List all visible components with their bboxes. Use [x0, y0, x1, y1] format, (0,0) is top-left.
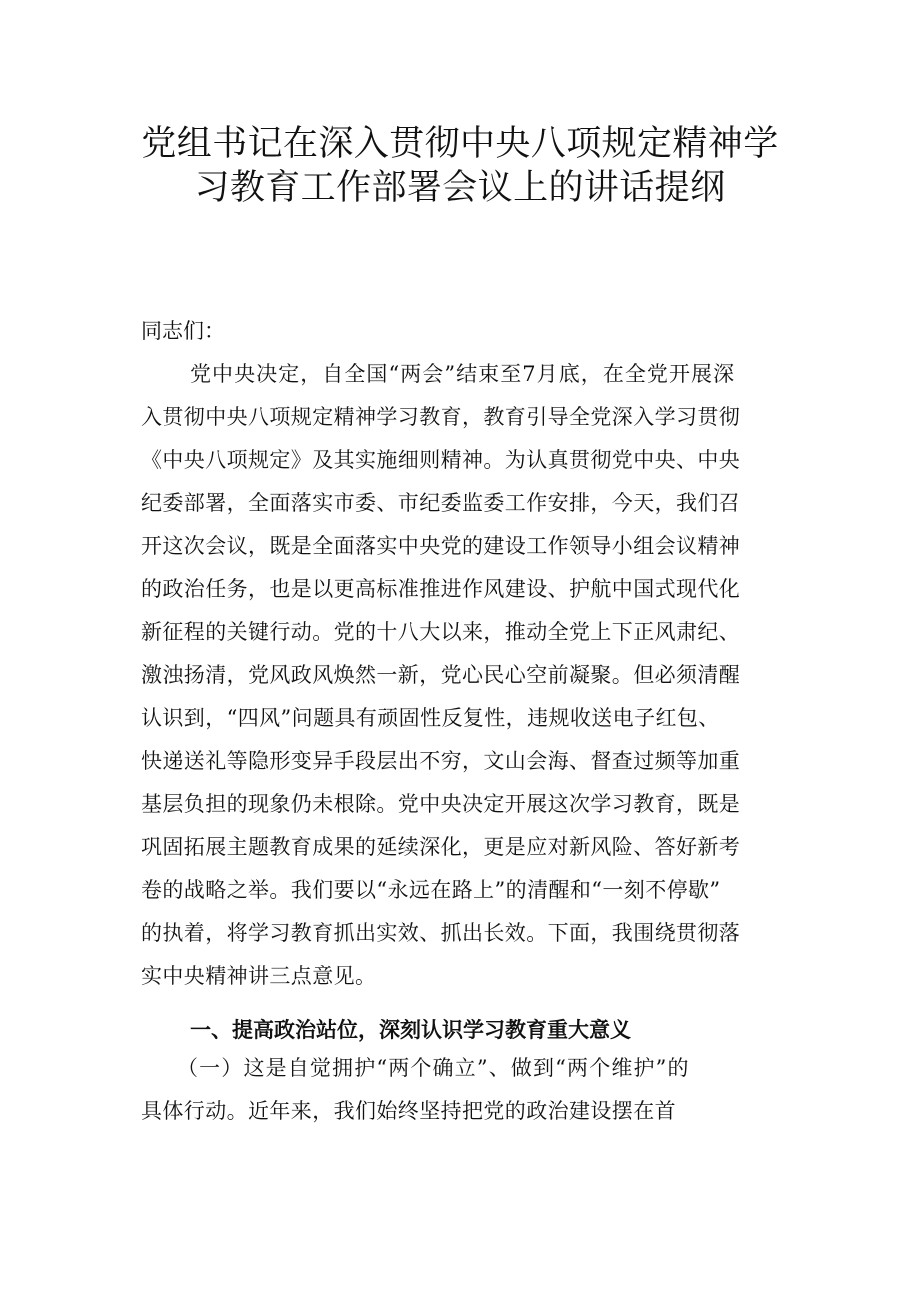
document-title-line-2: 习教育工作部署会议上的讲话提纲 — [194, 168, 726, 208]
paragraph-1-line: 快递送礼等隐形变异手段层出不穷，文山会海、督查过频等加重 — [141, 749, 741, 773]
paragraph-1-line: 激浊扬清，党风政风焕然一新，党心民心空前凝聚。但必须清醒 — [141, 663, 741, 687]
subsection-1-line: （一）这是自觉拥护“两个确立”、做到“两个维护”的 — [177, 1056, 690, 1080]
paragraph-1-line: 的政治任务，也是以更高标准推进作风建设、护航中国式现代化 — [141, 577, 741, 601]
document-title-line-1: 党组书记在深入贯彻中央八项规定精神学 — [141, 124, 779, 164]
paragraph-1-line: 基层负担的现象仍未根除。党中央决定开展这次学习教育，既是 — [141, 792, 741, 816]
paragraph-1-line: 入贯彻中央八项规定精神学习教育，教育引导全党深入学习贯彻 — [141, 405, 741, 429]
paragraph-1-line: 实中央精神讲三点意见。 — [141, 964, 377, 988]
subsection-1-line: 具体行动。近年来，我们始终坚持把党的政治建设摆在首 — [141, 1099, 676, 1123]
paragraph-1-line: 新征程的关键行动。党的十八大以来，推动全党上下正风肃纪、 — [141, 620, 741, 644]
paragraph-1-line: 巩固拓展主题教育成果的延续深化，更是应对新风险、答好新考 — [141, 835, 741, 859]
paragraph-1-line: 《中央八项规定》及其实施细则精神。为认真贯彻党中央、中央 — [141, 448, 741, 472]
paragraph-1-line: 认识到，“四风”问题具有顽固性反复性，违规收送电子红包、 — [141, 706, 720, 730]
paragraph-1-line: 的执着，将学习教育抓出实效、抓出长效。下面，我围绕贯彻落 — [141, 921, 741, 945]
salutation: 同志们： — [141, 319, 225, 343]
paragraph-1-line: 卷的战略之举。我们要以“永远在路上”的清醒和“一刻不停歇” — [141, 878, 721, 902]
paragraph-1-line: 纪委部署，全面落实市委、市纪委监委工作安排，今天，我们召 — [141, 491, 741, 515]
section-heading-1: 一、提高政治站位，深刻认识学习教育重大意义 — [190, 1018, 631, 1042]
paragraph-1-line: 开这次会议，既是全面落实中央党的建设工作领导小组会议精神 — [141, 534, 741, 558]
paragraph-1-line: 党中央决定，自全国“两会”结束至7月底，在全党开展深 — [190, 362, 736, 386]
